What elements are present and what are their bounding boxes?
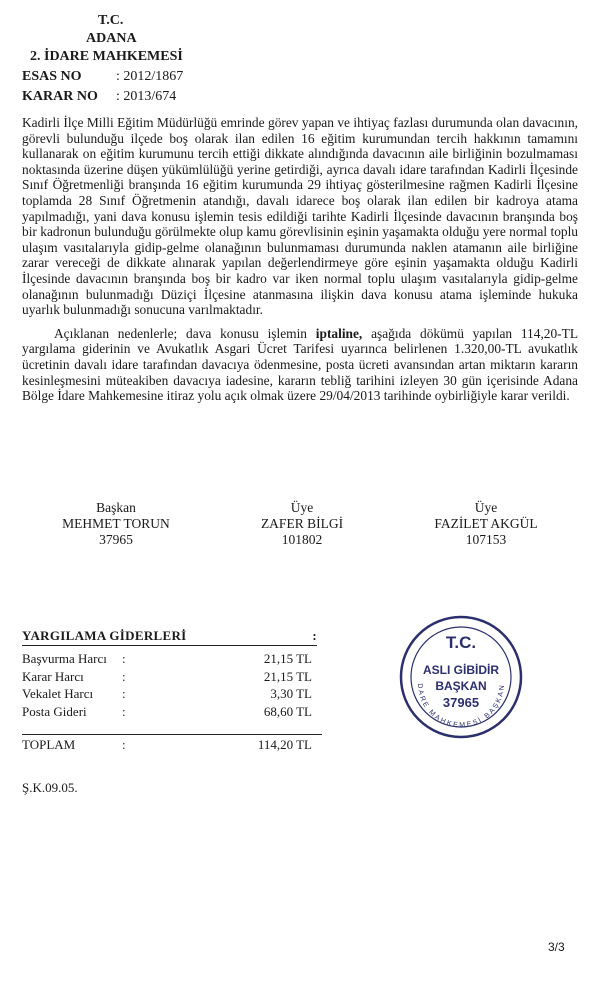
cost-colon: : xyxy=(122,703,126,719)
file-code: Ş.K.09.05. xyxy=(22,780,78,795)
header-tc: T.C. xyxy=(98,13,124,28)
esas-label: ESAS NO xyxy=(22,69,82,84)
cost-label: Başvurma Harcı xyxy=(22,651,107,666)
cost-colon: : xyxy=(122,668,126,684)
cost-total-row xyxy=(22,736,322,754)
cost-row xyxy=(22,703,322,721)
costs-table xyxy=(22,628,322,754)
signature-name: ZAFER BİLGİ xyxy=(260,516,344,531)
cost-label: Vekalet Harcı xyxy=(22,686,94,701)
cost-label: Posta Gideri xyxy=(22,703,87,719)
cost-row xyxy=(22,650,322,668)
total-amount: 114,20 TL xyxy=(257,737,312,752)
signature-member-2 xyxy=(396,500,576,548)
total-colon: : xyxy=(122,737,126,752)
cost-amount: 21,15 TL xyxy=(263,668,312,684)
verdict-paragraph xyxy=(22,326,578,404)
stamp-middle-text: ASLI GİBİDİR xyxy=(422,663,500,677)
signature-name: FAZİLET AKGÜL xyxy=(434,516,538,531)
reasoning-paragraph: Kadirli İlçe Milli Eğitim Müdürlüğü emrinde görev yapan ve ihtiyaç fazlası durumunda olan davacının, görevli bulunduğu ilçede boş olarak ilan edilen 16 eğitim kurumundan tercih hakkının tamamını kullanarak on eğitim kurumunu tercih ettiği dikkate alındığında davacının aile birliğinin bozulmaması noktasında üzerine düşen yükümlülüğü yerine getirdiği, ayrıca davalı idare tarafından Kadirli İlçesinde Sınıf Öğretmenliği branşında 16 eğitim kurumunda 29 ihtiyaç gösterilmesine rağmen Kadirli İlçesine toplamda 28 Sınıf Öğretmenin atandığı, davalı idarece boş olarak ilan edilen bir kadroya atama yapılmadığı, yani dava konusu işlemin tesis edildiği tarihte Kadirli İlçesinde davacının branşında boş bir kadronun bulunduğu görülmekte olup kamu görevlisinin eşinin yaşamakta olduğu yere normal toplu ulaşım vasıtalarıyla gidip-gelme olanağının bulunmaması durumunda naklen atamanın aile birliğine zarar vereceği de dikkate alınarak yapılan değerlendirmeye göre eşinin yaşamakta olduğu Kadirli İlçesinde davacının branşında boş bir kadro var iken normal toplu ulaşım vasıtalarıyla gidip-gelme olanağının bulunmadığı Düziçi İlçesine atanmasına ilişkin dava konusu atama işleminde hukuka uyarlık bulunmadığı sonucuna varılmaktadır. xyxy=(22,115,578,318)
signature-number: 101802 xyxy=(281,532,323,547)
total-divider xyxy=(22,734,322,735)
header-city: ADANA xyxy=(86,31,137,46)
signature-role: Başkan xyxy=(96,500,136,515)
cost-colon: : xyxy=(122,651,126,666)
stamp-number-text: 37965 xyxy=(442,695,480,710)
costs-title-text: YARGILAMA GİDERLERİ xyxy=(22,628,187,643)
signature-member-1 xyxy=(212,500,392,548)
cost-amount: 3,30 TL xyxy=(270,686,312,701)
stamp-top-text: T.C. xyxy=(445,633,477,652)
page-number: 3/3 xyxy=(548,940,565,954)
header-court: 2. İDARE MAHKEMESİ xyxy=(30,49,183,64)
signature-president xyxy=(26,500,206,548)
stamp-role-text: BAŞKAN xyxy=(435,679,487,693)
signature-role: Üye xyxy=(474,500,498,515)
cost-label: Karar Harcı xyxy=(22,668,84,684)
decision-body xyxy=(22,115,578,404)
signature-number: 107153 xyxy=(465,532,507,547)
cost-row xyxy=(22,668,322,686)
verdict-bold: iptaline, xyxy=(315,325,363,341)
signature-name: MEHMET TORUN xyxy=(62,516,170,531)
stamp-ring-textpath: DARE MAHKEMESİ BAŞKAN xyxy=(415,683,507,730)
cost-colon: : xyxy=(122,686,126,701)
cost-row xyxy=(22,685,322,703)
cost-amount: 68,60 TL xyxy=(263,703,312,719)
signature-number: 37965 xyxy=(99,532,133,547)
costs-title-colon: : xyxy=(312,628,317,643)
karar-label: KARAR NO xyxy=(22,89,98,104)
karar-value: : 2013/674 xyxy=(116,89,177,104)
total-label: TOPLAM xyxy=(22,737,76,752)
cost-amount: 21,15 TL xyxy=(263,651,312,666)
signature-role: Üye xyxy=(290,500,314,515)
verdict-text-before: Açıklanan nedenlerle; dava konusu işlemin xyxy=(54,325,316,341)
verdict-text-after: aşağıda dökümü yapılan 114,20-TL yargılama giderinin ve Avukatlık Asgari Ücret Tarifesi uyarınca belirlenen 1.320,00-TL avukatlık ücretinin davalı idare tarafından davacıya ödenmesine, posta ücreti avansından artan miktarın kararın kesinleşmesini müteakiben davacıya iadesine, kararın tebliğ tarihini izleyen 30 gün içerisinde Adana Bölge İdare Mahkemesine itiraz yolu açık olmak üzere 29/04/2013 tarihinde oybirliğiyle karar verildi. xyxy=(22,325,578,404)
costs-title xyxy=(22,628,317,646)
official-stamp xyxy=(396,612,526,742)
esas-value: : 2012/1867 xyxy=(116,69,184,84)
